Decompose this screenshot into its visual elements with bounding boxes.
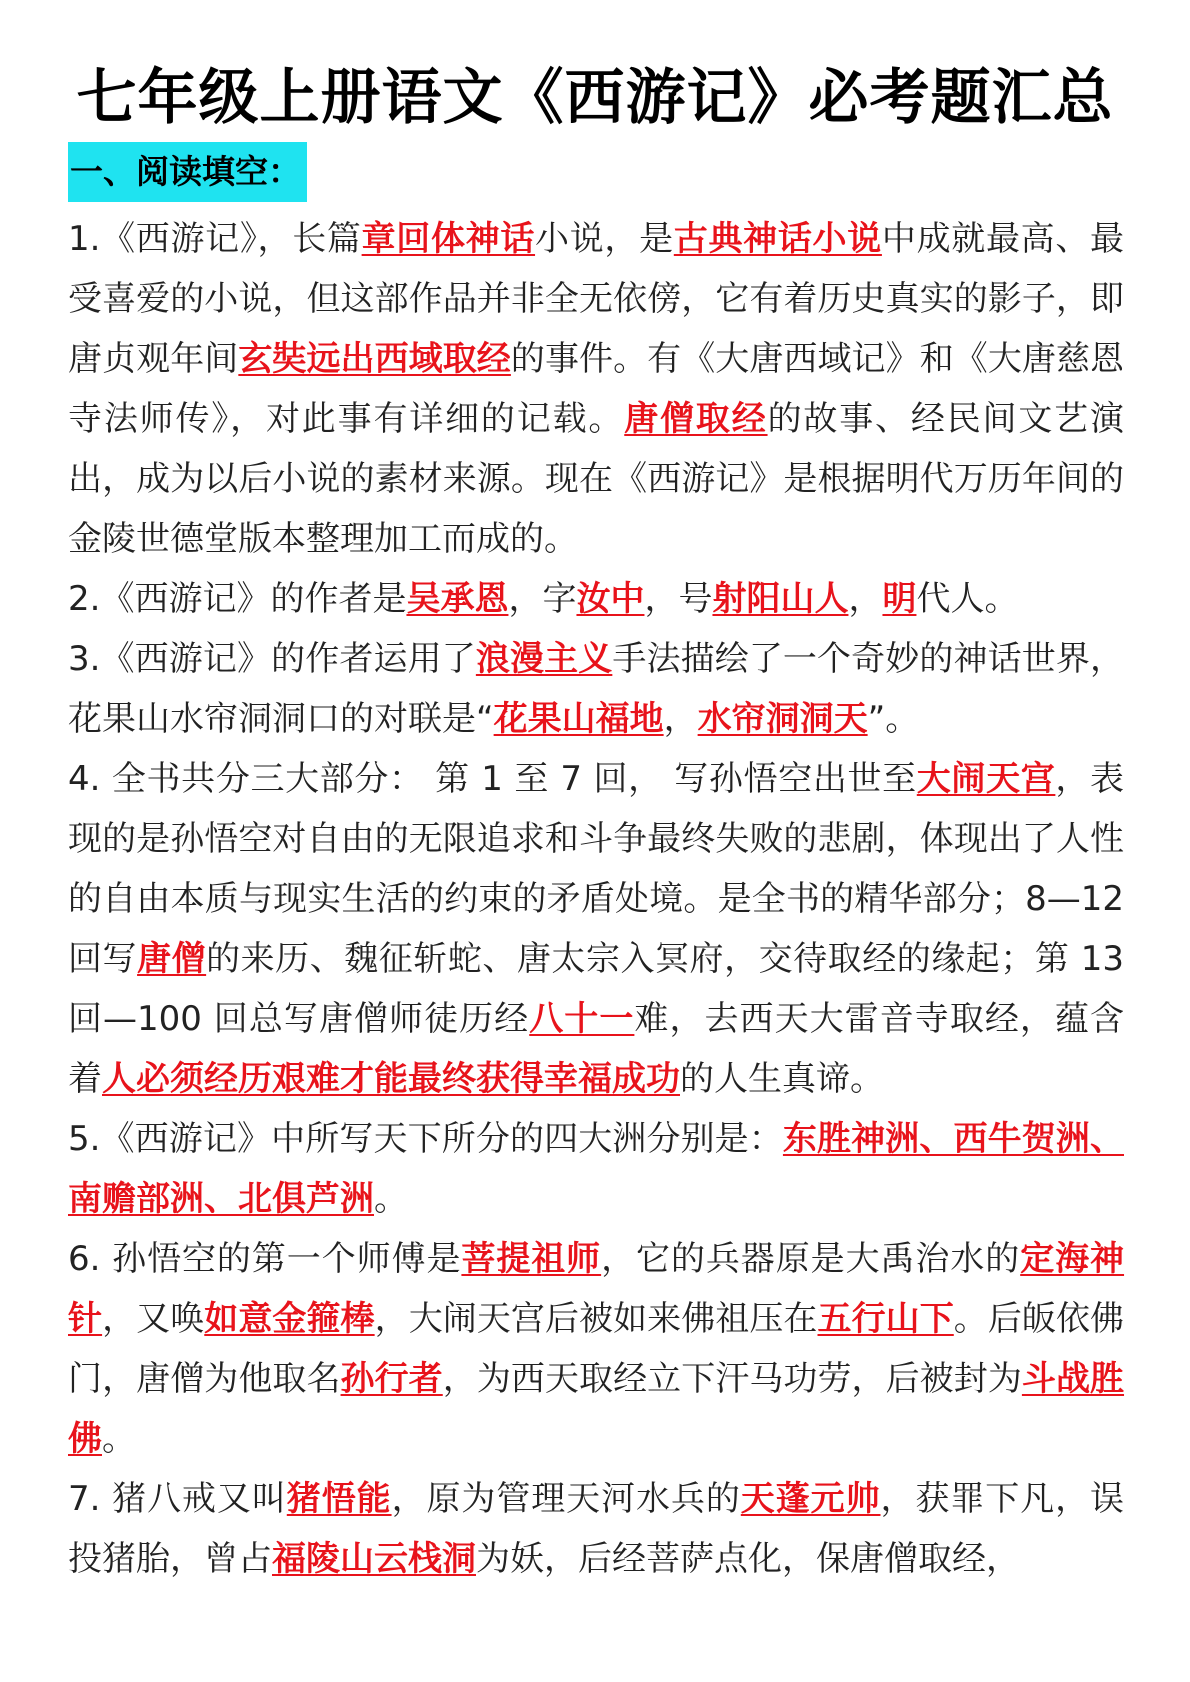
question-text: ， — [848, 579, 883, 619]
question-1 — [68, 209, 1124, 569]
question-text: 为妖，后经菩萨点化，保唐僧取经， — [476, 1539, 1020, 1579]
answer-text: 福陵山云栈洞 — [272, 1539, 476, 1579]
question-text: 6. 孙悟空的第一个师傅是 — [68, 1239, 462, 1279]
question-text: 代人。 — [916, 579, 1019, 619]
question-text: ，表现的是孙悟空对自由的无限追求和斗争最终失败的悲剧，体现出了人性的自由本质与现实生活的约束的矛盾处境。是全书的精华部分；8—12 回写 — [68, 759, 1125, 979]
answer-text: 猪悟能 — [286, 1479, 392, 1519]
answer-text: 五行山下 — [817, 1299, 954, 1339]
question-text: 的人生真谛。 — [680, 1059, 884, 1099]
question-text: ，又唤 — [102, 1299, 205, 1339]
answer-text: 人必须经历艰难才能最终获得幸福成功 — [102, 1059, 680, 1099]
answer-text: 玄奘远出西域取经 — [238, 339, 511, 379]
answer-text: 章回体神话 — [361, 219, 536, 259]
question-text: 。后皈依佛门，唐僧为他取名 — [68, 1299, 1125, 1399]
question-text: 难，去西天大雷音寺取经，蕴含着 — [68, 999, 1125, 1099]
question-text: 小说，是 — [535, 219, 674, 259]
question-text: ”。 — [867, 699, 920, 739]
question-4 — [68, 749, 1124, 1109]
answer-text: 浪漫主义 — [475, 639, 613, 679]
answer-text: 定海神针 — [68, 1239, 1125, 1339]
question-text: 1.《西游记》，长篇 — [68, 219, 362, 259]
answer-text: 天蓬元帅 — [740, 1479, 881, 1519]
answer-text: 汝中 — [576, 579, 645, 619]
question-text: ，号 — [644, 579, 713, 619]
answer-text: 吴承恩 — [406, 579, 509, 619]
answer-text: 唐僧取经 — [624, 399, 768, 439]
page-title: 七年级上册语文《西游记》必考题汇总 — [76, 63, 1114, 133]
question-2 — [68, 569, 1124, 629]
answer-text: 东胜神洲、西牛贺洲、南赡部洲、北俱芦洲 — [68, 1119, 1124, 1219]
question-text: ，字 — [508, 579, 577, 619]
question-text: ，原为管理天河水兵的 — [391, 1479, 741, 1519]
answer-text: 菩提祖师 — [461, 1239, 602, 1279]
answer-text: 古典神话小说 — [673, 219, 882, 259]
question-text: 中成就最高、最受喜爱的小说，但这部作品并非全无依傍，它有着历史真实的影子，即唐贞观年间 — [68, 219, 1125, 379]
question-text: ，获罪下凡，误投猪胎，曾占 — [68, 1479, 1125, 1579]
question-list — [68, 209, 1124, 1589]
question-7 — [68, 1469, 1124, 1589]
question-text: 的来历、魏征斩蛇、唐太宗入冥府，交待取经的缘起；第 13 回—100 回总写唐僧师徒历经 — [68, 939, 1124, 1039]
answer-text: 射阳山人 — [712, 579, 849, 619]
question-text: 7. 猪八戒又叫 — [68, 1479, 287, 1519]
question-text: 。 — [102, 1419, 136, 1459]
answer-text: 大闹天宫 — [916, 759, 1056, 799]
question-text: 4. 全书共分三大部分： 第 1 至 7 回， 写孙悟空出世至 — [68, 759, 917, 799]
answer-text: 水帘洞洞天 — [697, 699, 868, 739]
question-text: ，大闹天宫后被如来佛祖压在 — [374, 1299, 818, 1339]
question-5 — [68, 1109, 1124, 1229]
question-text: 2.《西游记》的作者是 — [68, 579, 407, 619]
question-text: ， — [663, 699, 698, 739]
answer-text: 花果山福地 — [493, 699, 664, 739]
question-text: 3.《西游记》的作者运用了 — [68, 639, 476, 679]
question-text: 的事件。有《大唐西域记》和《大唐慈恩寺法师传》，对此事有详细的记载。 — [68, 339, 1125, 439]
question-3 — [68, 629, 1124, 749]
answer-text: 如意金箍棒 — [204, 1299, 375, 1339]
question-text: ，它的兵器原是大禹治水的 — [601, 1239, 1021, 1279]
answer-text: 孙行者 — [340, 1359, 443, 1399]
answer-text: 斗战胜佛 — [68, 1359, 1125, 1459]
question-text: 。 — [374, 1179, 408, 1219]
question-text: ，为西天取经立下汗马功劳，后被封为 — [442, 1359, 1022, 1399]
section-heading: 一、阅读填空： — [68, 142, 307, 202]
question-text: 5.《西游记》中所写天下所分的四大洲分别是： — [68, 1119, 783, 1159]
question-6 — [68, 1229, 1124, 1469]
answer-text: 唐僧 — [137, 939, 207, 979]
answer-text: 明 — [882, 579, 917, 619]
answer-text: 八十一 — [529, 999, 635, 1039]
question-text: 的故事、经民间文艺演出，成为以后小说的素材来源。现在《西游记》是根据明代万历年间的金陵世德堂版本整理加工而成的。 — [68, 399, 1125, 559]
question-text: 手法描绘了一个奇妙的神话世界，花果山水帘洞洞口的对联是“ — [68, 639, 1124, 739]
